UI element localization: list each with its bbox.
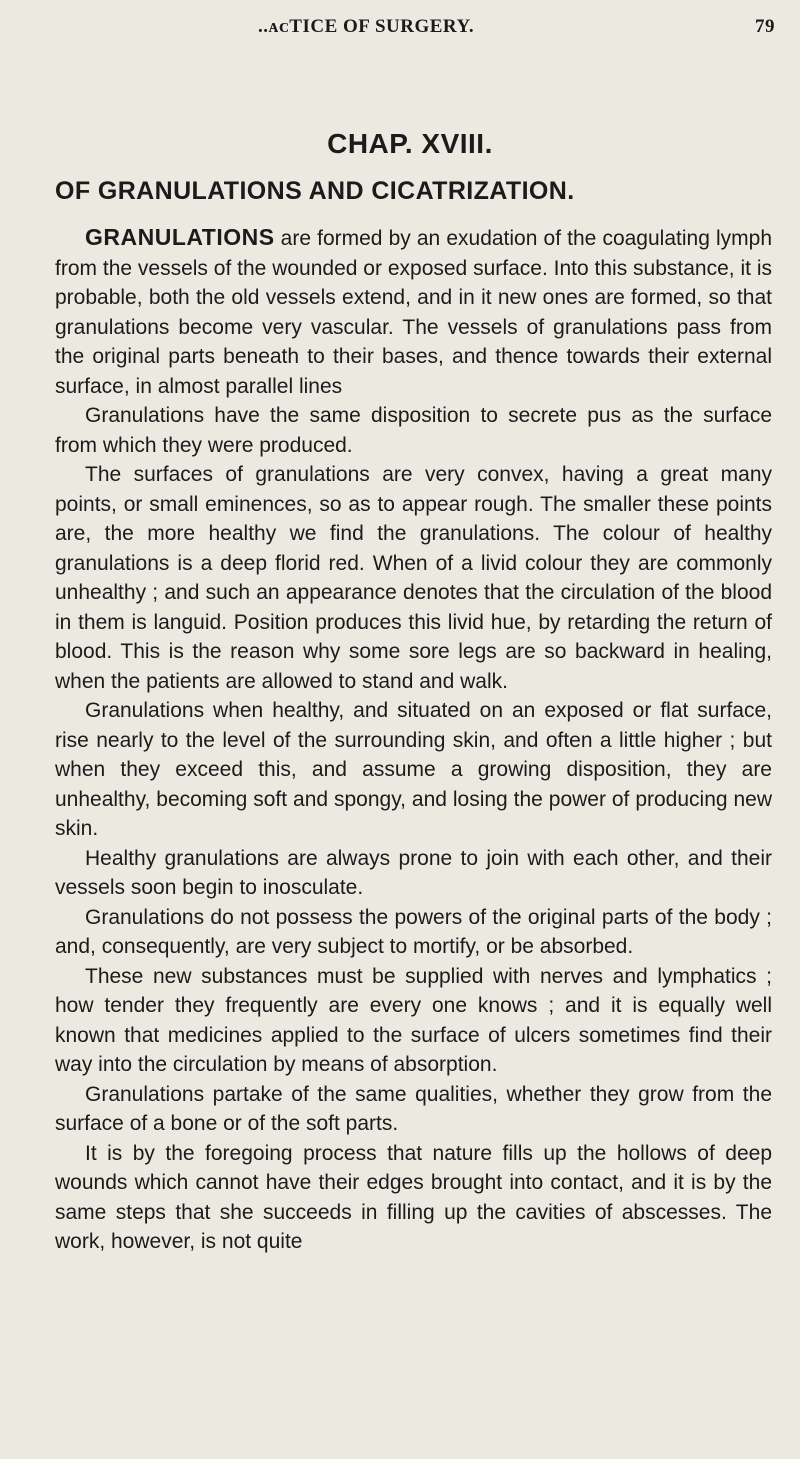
paragraph: Granulations have the same disposition to secrete pus as the surface from which they were produced. [55, 404, 772, 457]
paragraph: It is by the foregoing process that nature fills up the hollows of deep wounds which cannot have their edges brought into contact, and it is by the same steps that she succeeds in filling up the cavities of abscesses. The work, however, is not quite [55, 1141, 772, 1253]
paragraph-lead-word: GRANULATIONS [85, 224, 275, 250]
section-heading: OF GRANULATIONS AND CICATRIZATION. [55, 177, 575, 205]
paragraph: Healthy granulations are always prone to join with each other, and their vessels soon begin to inosculate. [55, 846, 772, 899]
paragraph: Granulations when healthy, and situated on an exposed or flat surface, rise nearly to the level of the surrounding skin, and often a little higher ; but when they exceed this, and assume a growing disposition, they are unhealthy, becoming soft and spongy, and losing the power of producing new skin. [55, 699, 772, 840]
paragraph: These new substances must be supplied with nerves and lymphatics ; how tender they frequently are every one knows ; and it is equally well known that medicines applied to the surface of ulcers sometimes find their way into the circulation by means of absorption. [55, 964, 772, 1076]
paragraph [55, 223, 772, 401]
page-number: 79 [755, 16, 775, 37]
running-head-title: ..ᴀᴄTICE OF SURGERY. [258, 16, 475, 37]
chapter-label: CHAP. XVIII. [327, 128, 493, 159]
paragraph-text: are formed by an exudation of the coagulating lymph from the vessels of the wounded or exposed surface. Into this substance, it is probable, both the old vessels extend, and in it new ones are formed, so that granulations become very vascular. The vessels of granulations pass from the original parts beneath to their bases, and thence towards their external surface, in almost parallel lines [55, 227, 772, 398]
body-text [55, 223, 772, 1257]
running-head [0, 16, 800, 42]
paragraph: Granulations do not possess the powers of the original parts of the body ; and, consequently, are very subject to mortify, or be absorbed. [55, 905, 772, 958]
paragraph: The surfaces of granulations are very convex, having a great many points, or small eminences, so as to appear rough. The smaller these points are, the more healthy we find the granulations. The colour of healthy granulations is a deep florid red. When of a livid colour they are commonly unhealthy ; and such an appearance denotes that the circulation of the blood in them is languid. Position produces this livid hue, by retarding the return of blood. This is the reason why some sore legs are so backward in healing, when the patients are allowed to stand and walk. [55, 463, 772, 693]
paragraph: Granulations partake of the same qualities, whether they grow from the surface of a bone or of the soft parts. [55, 1082, 772, 1135]
